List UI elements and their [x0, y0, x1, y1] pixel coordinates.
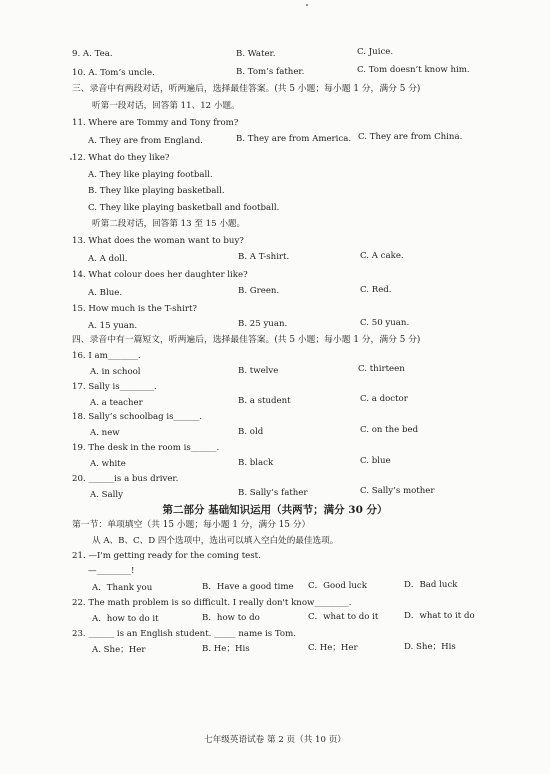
q15-stem: 15. How much is the T-shirt? [72, 304, 198, 314]
q15-option-a: A. 15 yuan. [88, 321, 138, 331]
q13-option-b: B. A T-shirt. [238, 252, 290, 262]
q17-option-c: C. a doctor [360, 394, 408, 404]
q10-option-c: C. Tom doesn’t know him. [357, 65, 470, 75]
q21-option-a: A．Thank you [92, 583, 153, 593]
q14-option-c: C. Red. [360, 285, 392, 295]
q20-option-b: B. Sally’s father [238, 488, 308, 498]
q21-blank: —________! [88, 566, 135, 576]
section-4-title: 四、录音中有一篇短文，听两遍后，选择最佳答案。(共 5 小题；每小题 1 分，满分 5 分) [72, 335, 421, 345]
q23-option-c: C. He；Her [308, 643, 358, 653]
q20-option-c: C. Sally’s mother [360, 486, 435, 496]
q13-option-c: C. A cake. [360, 251, 404, 261]
q21-option-c: C．Good luck [308, 581, 367, 591]
q17-option-a: A. a teacher [90, 398, 143, 408]
q23-option-b: B. He；His [202, 644, 250, 654]
q14-option-b: B. Green. [238, 286, 280, 296]
q12-stem: 12. What do they like? [72, 153, 170, 163]
q20-stem: 20. ______is a bus driver. [72, 474, 179, 484]
q10-option-b: B. Tom’s father. [236, 67, 305, 77]
q15-option-b: B. 25 yuan. [238, 319, 288, 329]
q12-option-a: A. They like playing football. [88, 170, 213, 180]
q14-option-a: A. Blue. [88, 288, 123, 298]
q19-stem: 19. The desk in the room is______. [72, 443, 220, 453]
q18-option-a: A. new [90, 428, 120, 438]
section-3-title: 三、录音中有两段对话，听两遍后，选择最佳答案。(共 5 小题；每小题 1 分，满分 5 分) [72, 84, 421, 94]
q14-stem: 14. What colour does her daughter like? [72, 270, 248, 280]
page-footer: 七年级英语试卷 第 2 页（共 10 页） [204, 735, 346, 745]
q22-option-b: B．how to do [202, 613, 260, 623]
q13-stem: 13. What does the woman want to buy? [72, 236, 244, 246]
q22-option-c: C．what to do it [308, 612, 379, 622]
q16-option-c: C. thirteen [358, 364, 405, 374]
q13-option-a: A. A doll. [88, 254, 128, 264]
q9-stem: 9. A. Tea. [72, 49, 113, 59]
dialogue-1-instruction: 听第一段对话，回答第 11、12 小题。 [92, 101, 240, 111]
q23-option-d: D. She；His [404, 642, 456, 652]
q23-option-a: A. She；Her [92, 645, 146, 655]
q19-option-a: A. white [90, 459, 126, 469]
q11-option-b: B. They are from America. [236, 134, 352, 144]
section-1-heading: 第一节：单项填空（共 15 小题；每小题 1 分，满分 15 分） [72, 520, 311, 530]
q12-option-b: B. They like playing basketball. [88, 186, 225, 196]
q19-option-c: C. blue [360, 456, 391, 466]
q16-stem: 16. I am_______. [72, 351, 141, 361]
q11-option-c: C. They are from China. [358, 132, 463, 142]
dialogue-2-instruction: 听第二段对话，回答第 13 至 15 小题。 [92, 219, 246, 229]
q18-option-c: C. on the bed [360, 425, 419, 435]
q16-option-b: B. twelve [238, 366, 279, 376]
q21-option-b: B．Have a good time [202, 582, 294, 592]
q9-option-c: C. Juice. [357, 47, 394, 57]
q11-stem: 11. Where are Tommy and Tony from? [72, 118, 239, 128]
q22-stem: 22. The math problem is so difficult. I really don't know________. [72, 598, 352, 608]
q12-option-c: C. They like playing basketball and football. [88, 203, 280, 213]
q18-option-b: B. old [238, 427, 264, 437]
q22-option-d: D．what to it do [404, 611, 475, 621]
q16-option-a: A. in school [90, 367, 141, 377]
part-2-heading: 第二部分 基础知识运用（共两节；满分 30 分） [162, 504, 388, 516]
q19-option-b: B. black [238, 458, 274, 468]
q17-option-b: B. a student [238, 396, 291, 406]
scan-mark [306, 4, 308, 6]
q11-option-a: A. They are from England. [88, 136, 203, 146]
q9-option-b: B. Water. [236, 49, 276, 59]
q22-option-a: A．how to do it [92, 614, 159, 624]
q20-option-a: A. Sally [90, 490, 124, 500]
q15-option-c: C. 50 yuan. [360, 318, 410, 328]
q17-stem: 17. Sally is________. [72, 382, 157, 392]
q18-stem: 18. Sally’s schoolbag is______. [72, 412, 203, 422]
q23-stem: 23. ______ is an English student. _____ name is Tom. [72, 629, 296, 639]
q21-stem: 21. —I'm getting ready for the coming test. [72, 551, 261, 561]
q10-stem: 10. A. Tom’s uncle. [72, 68, 155, 78]
q21-option-d: D．Bad luck [404, 580, 458, 590]
section-1-instruction: 从 A、B、C、D 四个选项中，选出可以填入空白处的最佳选项。 [92, 536, 339, 546]
